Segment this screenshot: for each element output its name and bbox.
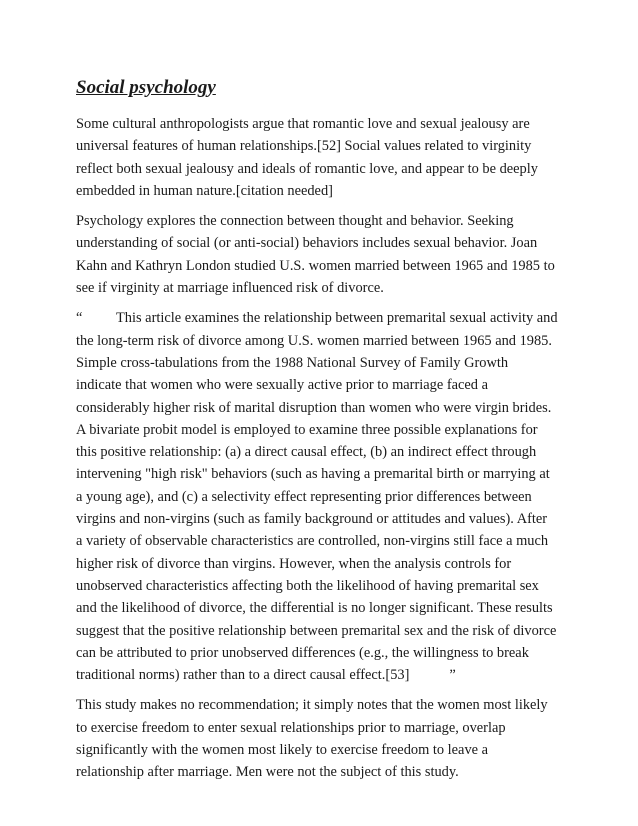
quote-line: intervening "high risk" behaviors (such as having a premarital birth or marrying at [76,466,550,483]
quote-line: higher risk of divorce than virgins. However, when the analysis controls for [76,555,512,572]
open-quote-mark: “ [76,310,83,327]
quote-line: a variety of observable characteristics are controlled, non-virgins still face a much [76,533,549,550]
paragraph-line: This study makes no recommendation; it simply notes that the women most likely [76,697,548,714]
paragraph-line: to exercise freedom to enter sexual relationships prior to marriage, overlap [76,719,506,736]
paragraph-line: embedded in human nature.[citation needed] [76,182,333,199]
close-quote-mark: ” [449,667,456,684]
paragraph-line: significantly with the women most likely to exercise freedom to leave a [76,742,489,759]
quote-line: the long-term risk of divorce among U.S. women married between 1965 and 1985. [76,332,552,349]
quote-line [76,307,570,329]
paragraph-line: Kahn and Kathryn London studied U.S. women married between 1965 and 1985 to [76,257,555,274]
quote-line: Simple cross-tabulations from the 1988 National Survey of Family Growth [76,354,509,371]
paragraph-psychology [76,210,570,299]
quote-line: suggest that the positive relationship between premarital sex and the risk of divorce [76,622,557,639]
paragraph-anthropology [76,113,570,202]
quote-line: can be attributed to prior unobserved differences (e.g., the willingness to break [76,644,529,661]
paragraph-line: relationship after marriage. Men were not the subject of this study. [76,764,459,781]
quote-text: This article examines the relationship between premarital sexual activity and [116,310,558,327]
quote-text: traditional norms) rather than to a direct causal effect.[53] [76,667,410,684]
quote-line: considerably higher risk of marital disruption than women who were virgin brides. [76,399,552,416]
quote-line: a young age), and (c) a selectivity effect representing prior differences between [76,488,532,505]
quote-line: A bivariate probit model is employed to examine three possible explanations for [76,421,538,438]
quote-line: and the likelihood of divorce, the differential is no longer significant. These results [76,600,553,617]
paragraph-line: see if virginity at marriage influenced risk of divorce. [76,280,384,297]
paragraph-line: understanding of social (or anti-social) behaviors includes sexual behavior. Joan [76,235,538,252]
paragraph-line: Psychology explores the connection between thought and behavior. Seeking [76,213,514,230]
paragraph-line: Some cultural anthropologists argue that romantic love and sexual jealousy are [76,116,530,132]
paragraph-line: universal features of human relationships.[52] Social values related to virginity [76,138,532,155]
quote-line: virgins and non-virgins (such as family background or attitudes and values). After [76,511,548,528]
section-heading: Social psychology [76,77,216,98]
quote-line [76,664,570,686]
paragraph-conclusion [76,694,570,783]
paragraph-line: reflect both sexual jealousy and ideals of romantic love, and appear to be deeply [76,160,538,177]
quote-line: this positive relationship: (a) a direct causal effect, (b) an indirect effect through [76,444,537,461]
quote-line: unobserved characteristics affecting both the likelihood of having premarital sex [76,577,539,594]
block-quote [76,307,570,686]
quote-line: indicate that women who were sexually active prior to marriage faced a [76,377,488,394]
